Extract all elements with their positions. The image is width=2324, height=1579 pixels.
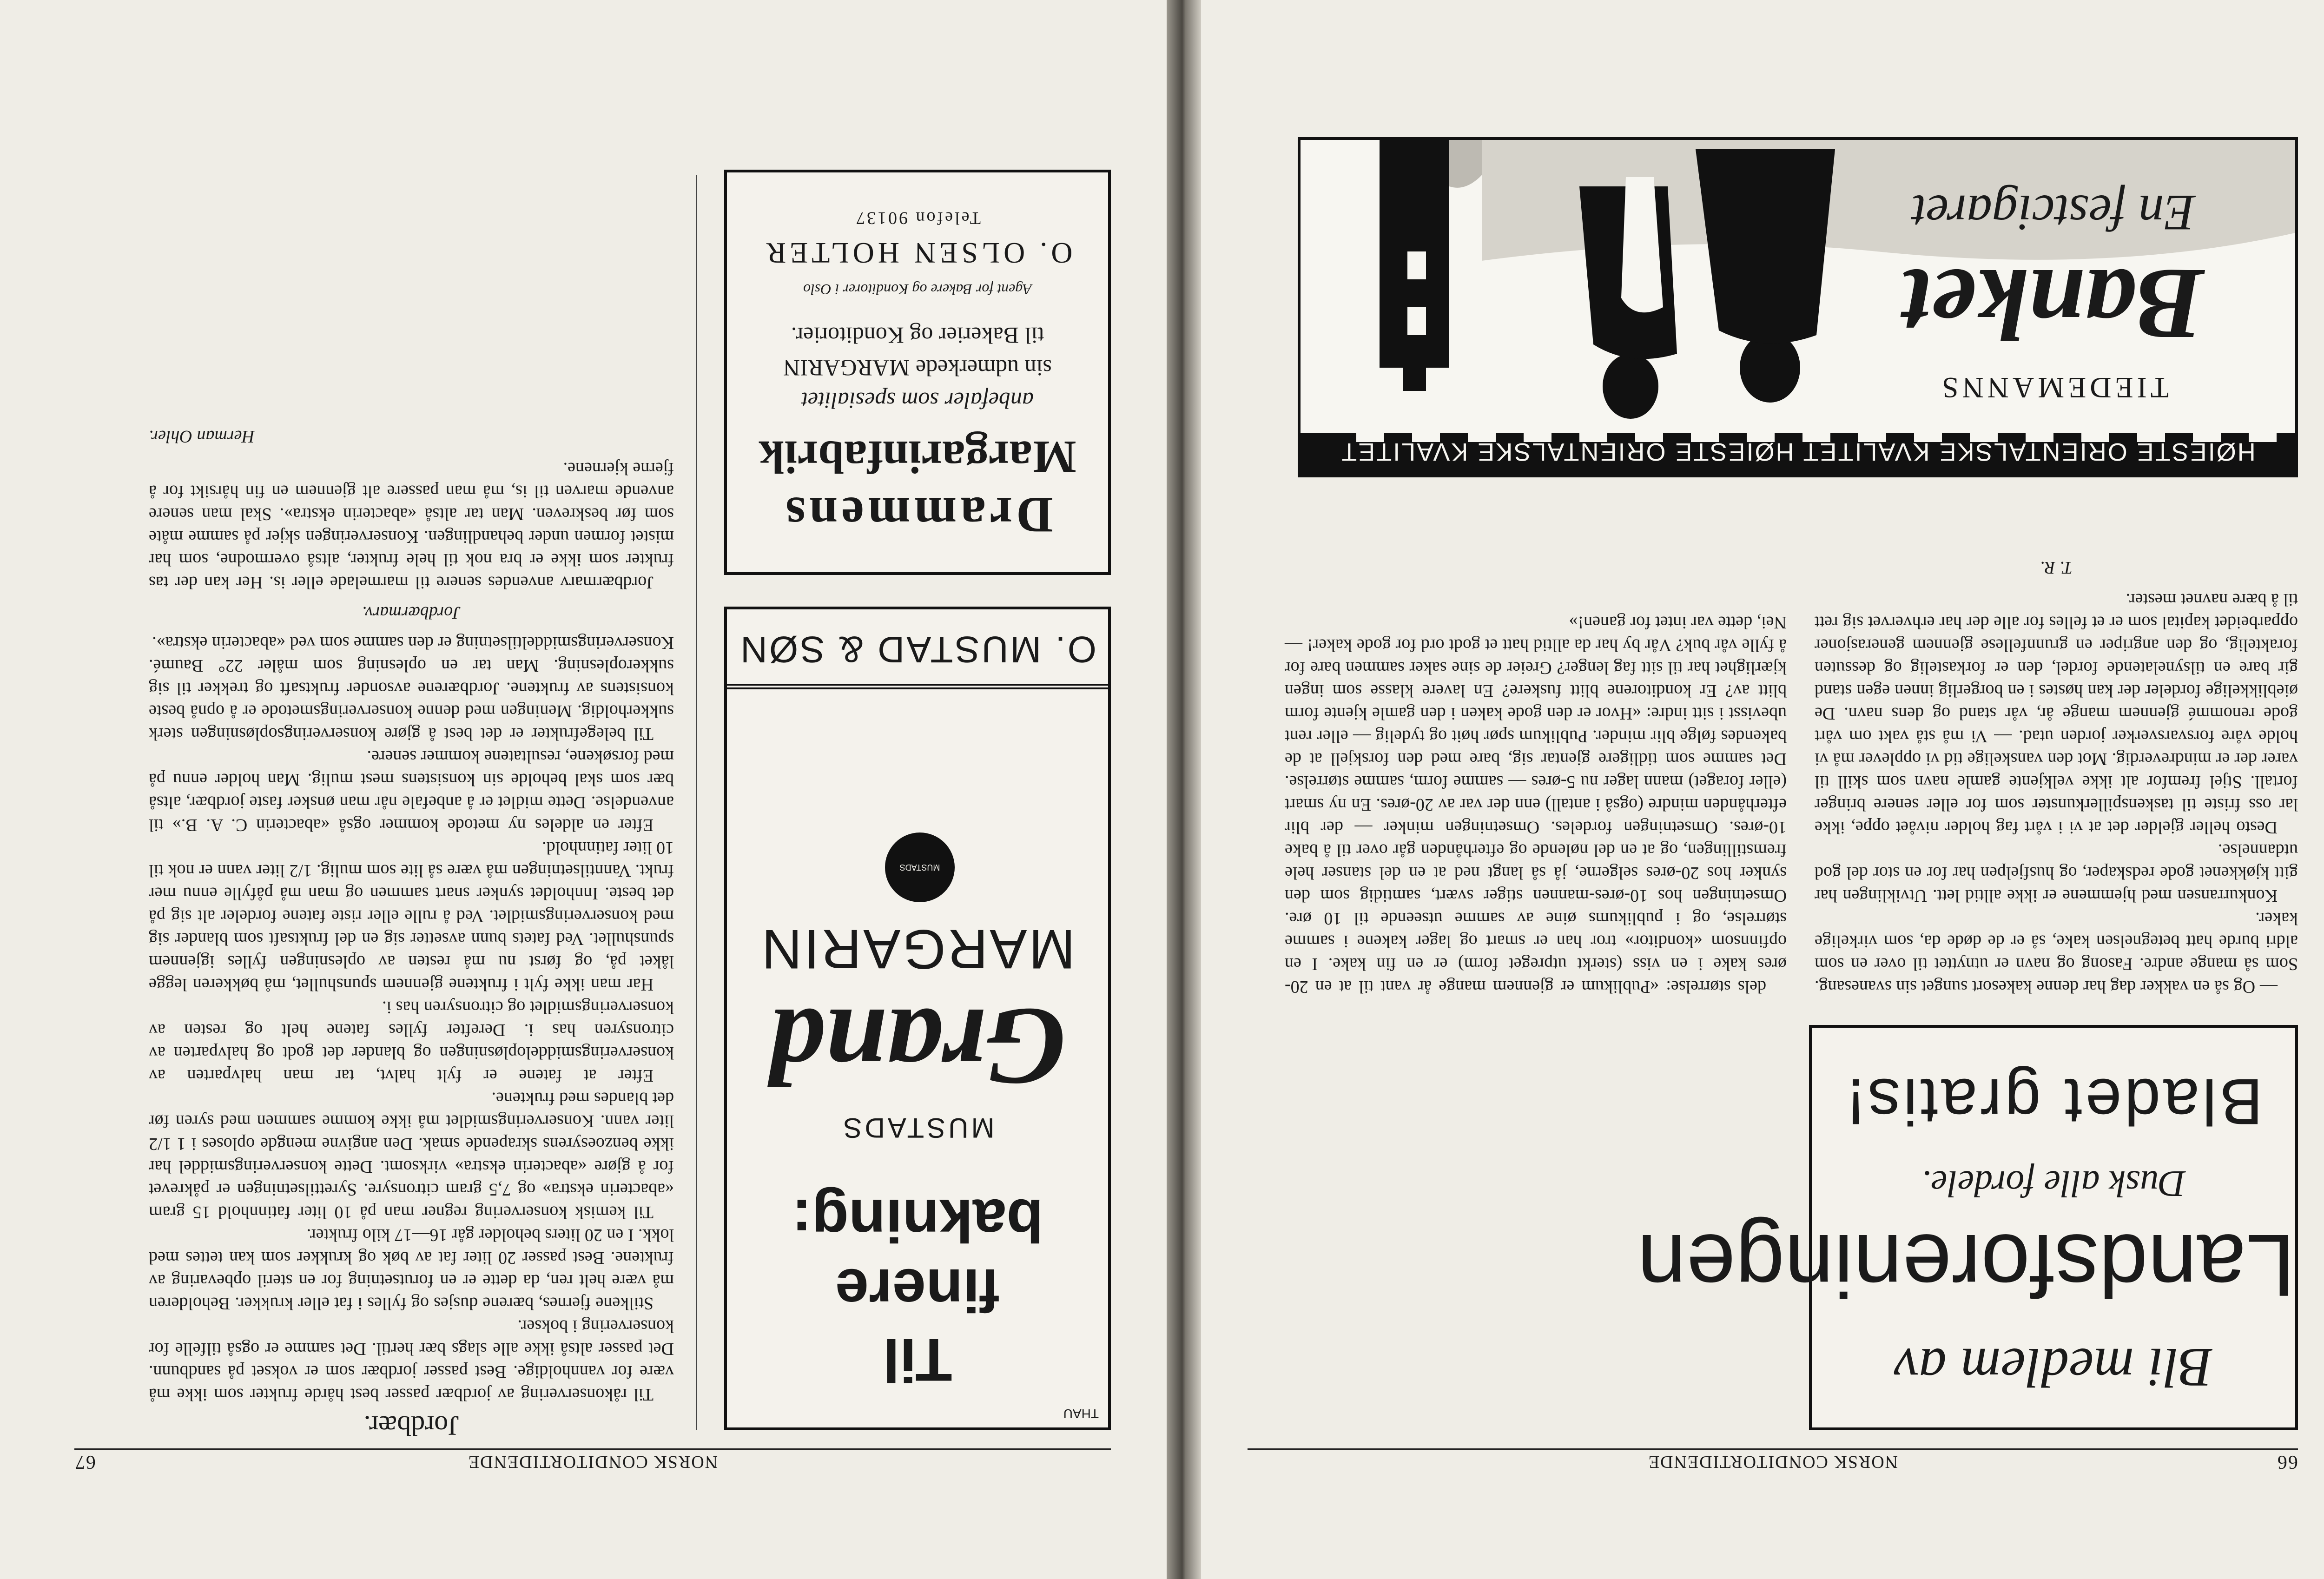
banket-band: HØIESTE ORIENTALSKE KVALITET HØIESTE ORIENTALSKE KVALITET (1340, 438, 2256, 466)
signature: T. R. (2040, 558, 2073, 577)
paragraph: Efter at fatene er fylt halvt, tar man halvparten av konserveringsmiddelopløsningen og blander det godt og halvparten av citronsyren has i. Derefter fylles fatene helt og resten av konserveringsmidlet og citronsyren has i. (149, 998, 674, 1085)
mustad-corner: THAU (1063, 1407, 1099, 1421)
paragraph: dels størrelse: «Publikum er gjennem mange år vant til at en 20-øres kake i en viss (sterkt utpreget form) er en fin kake. I en opfinnsom «konditor» tror han er smart og lager kakene i samme størrelse, og i publikums øine av samme utseende til 10 øre. Omsetningen hos 10-øres-mannen stiger svært, samtidig som den synker hos 20-øres selgerne, jå så langt ned at en del stanser hele fremstillingen, og at en del nølende og efterhånden går over til å bake 10-øres. Omsetningen fordeles. Omsetningen minker — der blir efterhånden mindre (også i antall) enn der var av 20-øres. En ny smart (eller foraget) mann lager nu 5-øres — samme form, samme størrelse. Det samme som tidligere gjentar sig, bare med den forskjell at de bakendes følge blir minder. Publikum spør høit og tydelig — eller rent ubevisst i sitt indre: «Hvor er den gode kaken i den gamle kjente form blitt av? Er konditorene blitt fuskere? En lavere klasse som ingen kjærlighet har til sitt fag lenger? Greier de sine saker sammen bare for å fylle vår buk? Vår by har da alltid hatt et godt ord for gode kaker! — Nei, dette var intet for ganen!» (1285, 613, 1787, 997)
running-head-title: NORSK CONDITORTIDENDE (1647, 1452, 1898, 1472)
ad-banket (1298, 137, 2298, 477)
paragraph: Konkurransen med hjemmene er ikke alltid lett. Utviklingen har gitt kjøkkenet gode redskaper, og husfjelpen har for en stor del god utdannelse. (1815, 840, 2298, 905)
drammens-phone: Telefon 90137 (854, 208, 981, 228)
mustad-mid: finere (835, 1256, 1000, 1324)
running-head (74, 1448, 1111, 1473)
subheading-jordbaermarv: Jordbærmarv. (362, 603, 461, 622)
article-title: Jordbær. (363, 1410, 459, 1441)
paragraph: Jordbærmarv anvendes senere til marmelade eller is. Her kan der tas frukter som ikke er bra nok til hele frukter, altså overmodne, som har mistet formen under behandlingen. Konserveringen skjer på samme måte som før beskreven. Man tar altså «abacterin ekstra». Skal man senere anvende marven til is, må man passere alt gjennem en fin hårsikt for å fjerne kjernene. (149, 459, 674, 592)
ad-line-landsforeningen: Landsforeningen (1637, 1216, 2295, 1315)
mustad-seal (885, 793, 955, 902)
page-number: 66 (2277, 1451, 2298, 1473)
running-head-title: NORSK CONDITORTIDENDE (467, 1452, 718, 1472)
paragraph: Til belegefrukter er det best å gjøre konserveringsopløsningen sterk sukkerholdig. Meningen med denne konserveringsmetode er å opnå beste konsistens av fruktene. Jordbærene avsonder fruktsaft og trekker til sig sukkeroplesning. Man tar en oplesning som måler 22° Baumé. Konserveringsmiddeltilsetning er den samme som ved «abacterin ekstra». (149, 633, 674, 744)
paragraph: Efter en aldeles ny metode kommer også «abacterin C. A. B.» til anvendelse. Dette midlet er å anbefale når man ønsker faste jordbær, altså bær som skal beholde sin konsistens mest mulig. Man holder ennu på med forsøkene, resultatene kommer senere. (149, 747, 674, 835)
ad-mustad (724, 607, 1111, 1430)
mustad-seal-text: MUSTADS VITAMINBERIKET (885, 793, 955, 872)
mustad-brand: Grand (768, 985, 1067, 1109)
banket-brand: TIEDEMANNS (1938, 371, 2169, 404)
drammens-line3: til Bakerier og Konditorier. (791, 323, 1044, 349)
left-column-2 (1285, 611, 1787, 998)
banket-slogan: En festcigaret (1912, 185, 2195, 241)
mustad-bot: bakning: (792, 1187, 1043, 1255)
mustad-brand-small: MUSTADS (840, 1112, 995, 1143)
paragraph: Har man ikke fylt i fruktene gjennem spunshullet, må bøkkeren legge låket på, og først nu må resten av oplesningen fylles igjennem spunshullet. Ved fatets bunn avsetter sig en del fruktsaft som blander sig med konserveringsmidlet. Ved å rulle eller riste fatene fordeler alt sig på det beste. Innholdet synker snart sammen og man må påfylle ennu mer frukt. Vanntilsetningen må være så lite som mulig. 1/2 liter vann er nok til 10 liter fatinnhold. (149, 838, 674, 994)
left-column-1 (1815, 556, 2298, 998)
drammens-agent: Agent for Bakere og Konditorer i Oslo (803, 281, 1032, 298)
book-gutter (1167, 0, 1201, 1579)
mustad-top: Til (883, 1326, 952, 1394)
ad-landsforeningen (1637, 1025, 2298, 1430)
paragraph: Til kemisk konservering regner man på 10 liter fatinnhold 15 gram «abacterin ekstra» og 7,5 gram citronsyre. Syrettilsetningen er påkrevet for å gjøre «abacterin ekstra» virksomt. Dette konserveringsmiddel har ikke benzoesyrens skrapende smak. Den angivne mengde oploses i 1 1/2 liter vann. Konserveringsmidlet må ikke komme sammen med syren før det blandes med fruktene. (149, 1089, 674, 1222)
signature: Herman Ohler. (149, 427, 255, 446)
page-number: 67 (74, 1451, 96, 1473)
mustad-product: MARGARIN (759, 918, 1076, 980)
running-head (1248, 1448, 2298, 1473)
drammens-name: O. OLSEN HOLTER (762, 237, 1073, 270)
jordbaer-column (149, 425, 674, 1440)
page-66 (1201, 0, 2324, 1579)
ad-line-bli-medlem: Bli medlem av (1894, 1337, 2213, 1399)
mustad-footer: O. MUSTAD & SØN (739, 629, 1096, 670)
ad-line-bladet-gratis: Bladet gratis! (1844, 1065, 2263, 1138)
drammens-line2: sin udmerkede MARGARIN (783, 355, 1052, 381)
paragraph: — Og så en vakker dag har denne kakesort sunget sin svanesang. Som så mange andre. Fasong og navn er utnyttet til over en som aldri burde hatt betegnelsen kake, så er de døde da, som virkelige kaker. (1815, 909, 2298, 997)
column-rule (696, 175, 697, 1430)
ad-drammens (724, 170, 1111, 575)
paragraph: Til råkonservering av jordbær passer best hårde frukter som ikke må være for vannholdige. Best passer jordbær som er vokset på sandbunn. Det passer altså ikke alle slags bær hertil. Det samme er også tilfelle for konservering i bokser. (149, 1316, 674, 1404)
ad-line-dusk: Dusk alle fordele. (1921, 1163, 2186, 1204)
banket-name: Banket (1903, 248, 2204, 361)
drammens-title2: Margarinfabrik (759, 431, 1076, 483)
drammens-line1: anbefaler som spesialitet (801, 388, 1034, 414)
drammens-title1: Drammens (782, 487, 1053, 543)
paragraph: Stilkene fjernes, bærene dusjes og fylles i fat eller krukker. Beholderen må være helt ren, da dette er en forutsetning for en steril opbevaring av fruktene. Best passer 20 liter fat av bøk og krukker som kan tettes med lokk. I en 20 liters beholder går 16—17 kilo frukter. (149, 1225, 674, 1313)
paragraph: Desto heller gjelder det at vi i vårt fag holder nivået oppe, ikke lar oss friste til taskenspillerkunster som for eller senere bringer fortall. Stjel fremfor alt ikke velkjente gamle navn som skill til varer der er mindreverdig. Mot den vanskelige tid vi opplever må vi holde våre forsvarsverker jorden utad. — Vi må stå vakt om vårt gode renommé gjennem mange år, vår stand og dens navn. De øieblikkelige fordeler der kan høstes i en borgerlig innen egen stand gir bare en tilsynelatende fordel, den er forkastelig og dessuten foraktelig, og den angriper en grunnfellese gjennem generasjoner opparbeidet kapital som er et felles for alle der har erhvervet sig rett til å bære navnet mester. (1815, 590, 2298, 837)
